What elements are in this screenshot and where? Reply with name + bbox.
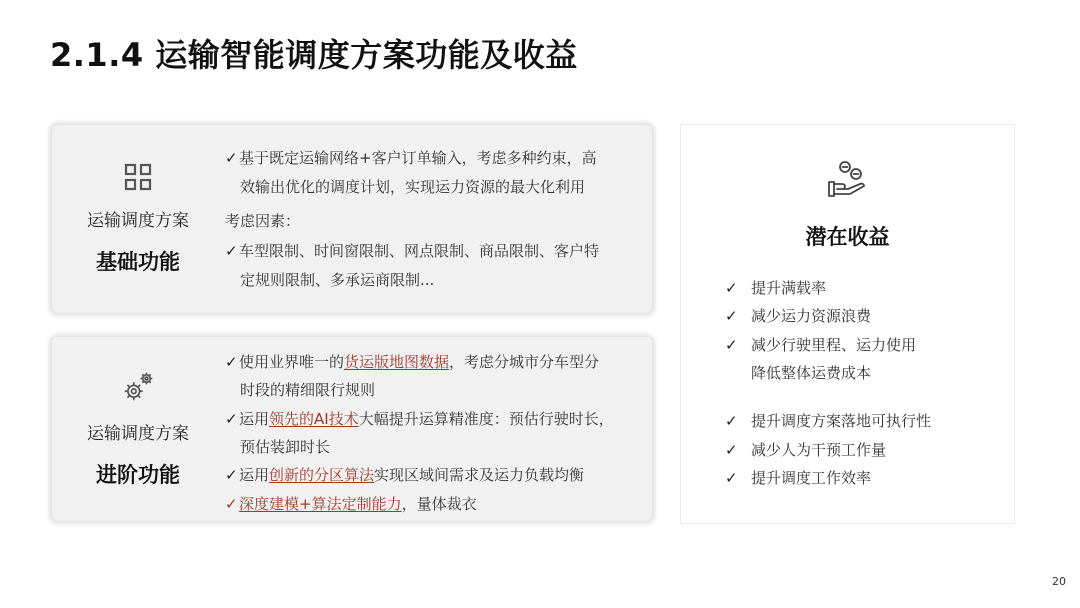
benefit-item: ✓ 减少行驶里程、运力使用 <box>725 336 917 354</box>
highlight-text: 货运版地图数据 <box>344 353 450 371</box>
list-item: ✓运用领先的AI技术大幅提升运算精准度：预估行驶时长， <box>225 410 614 428</box>
card-subtitle: 基础功能 <box>96 250 180 274</box>
list-item: ✓深度建模+算法定制能力，量体裁衣 <box>225 495 477 513</box>
check-icon: ✓ <box>225 242 238 260</box>
list-item-continuation: 预估装卸时长 <box>240 438 331 456</box>
list-item-continuation: 效输出优化的调度计划，实现运力资源的最大化利用 <box>240 178 586 196</box>
list-item-continuation: 定规则限制、多承运商限制... <box>240 271 435 289</box>
basic-function-header <box>52 125 224 313</box>
check-icon: ✓ <box>725 336 738 354</box>
gears-icon <box>120 369 156 405</box>
list-item-continuation: 时段的精细限行规则 <box>240 381 376 399</box>
check-icon: ✓ <box>225 466 238 484</box>
advanced-function-header <box>52 337 224 521</box>
card-label: 运输调度方案 <box>87 424 189 444</box>
highlight-text: 领先的AI技术 <box>269 410 359 428</box>
benefit-item: ✓ 减少人为干预工作量 <box>725 441 887 459</box>
card-label: 运输调度方案 <box>87 211 189 231</box>
check-icon: ✓ <box>725 412 738 430</box>
benefits-panel <box>680 124 1015 524</box>
benefit-item: ✓ 提升调度方案落地可执行性 <box>725 412 932 430</box>
factors-label: 考虑因素： <box>225 212 301 230</box>
highlight-text: 创新的分区算法 <box>269 466 375 484</box>
benefit-item: ✓ 提升调度工作效率 <box>725 469 872 487</box>
check-icon: ✓ <box>225 495 238 513</box>
panel-title: 潜在收益 <box>805 225 890 249</box>
basic-function-card <box>52 125 652 313</box>
list-item: ✓运用创新的分区算法实现区域间需求及运力负载均衡 <box>225 466 585 484</box>
grid-icon <box>123 162 153 192</box>
hand-coins-icon <box>826 158 872 204</box>
benefit-item-continuation: 降低整体运费成本 <box>751 364 872 382</box>
check-icon: ✓ <box>725 441 738 459</box>
check-icon: ✓ <box>725 279 738 297</box>
page-title: 2.1.4 运输智能调度方案功能及收益 <box>50 36 578 74</box>
check-icon: ✓ <box>225 149 238 167</box>
benefit-item: ✓ 减少运力资源浪费 <box>725 307 872 325</box>
check-icon: ✓ <box>725 469 738 487</box>
benefit-item: ✓ 提升满载率 <box>725 279 827 297</box>
page-number: 20 <box>1052 575 1066 588</box>
list-item: ✓车型限制、时间窗限制、网点限制、商品限制、客户特 <box>225 242 600 260</box>
advanced-function-card <box>52 337 652 521</box>
check-icon: ✓ <box>225 353 238 371</box>
list-item: ✓基于既定运输网络+客户订单输入，考虑多种约束，高 <box>225 149 597 167</box>
check-icon: ✓ <box>725 307 738 325</box>
list-item: ✓使用业界唯一的货运版地图数据，考虑分城市分车型分 <box>225 353 600 371</box>
card-subtitle: 进阶功能 <box>96 463 180 487</box>
check-icon: ✓ <box>225 410 238 428</box>
highlight-text: 深度建模+算法定制能力 <box>239 495 402 513</box>
